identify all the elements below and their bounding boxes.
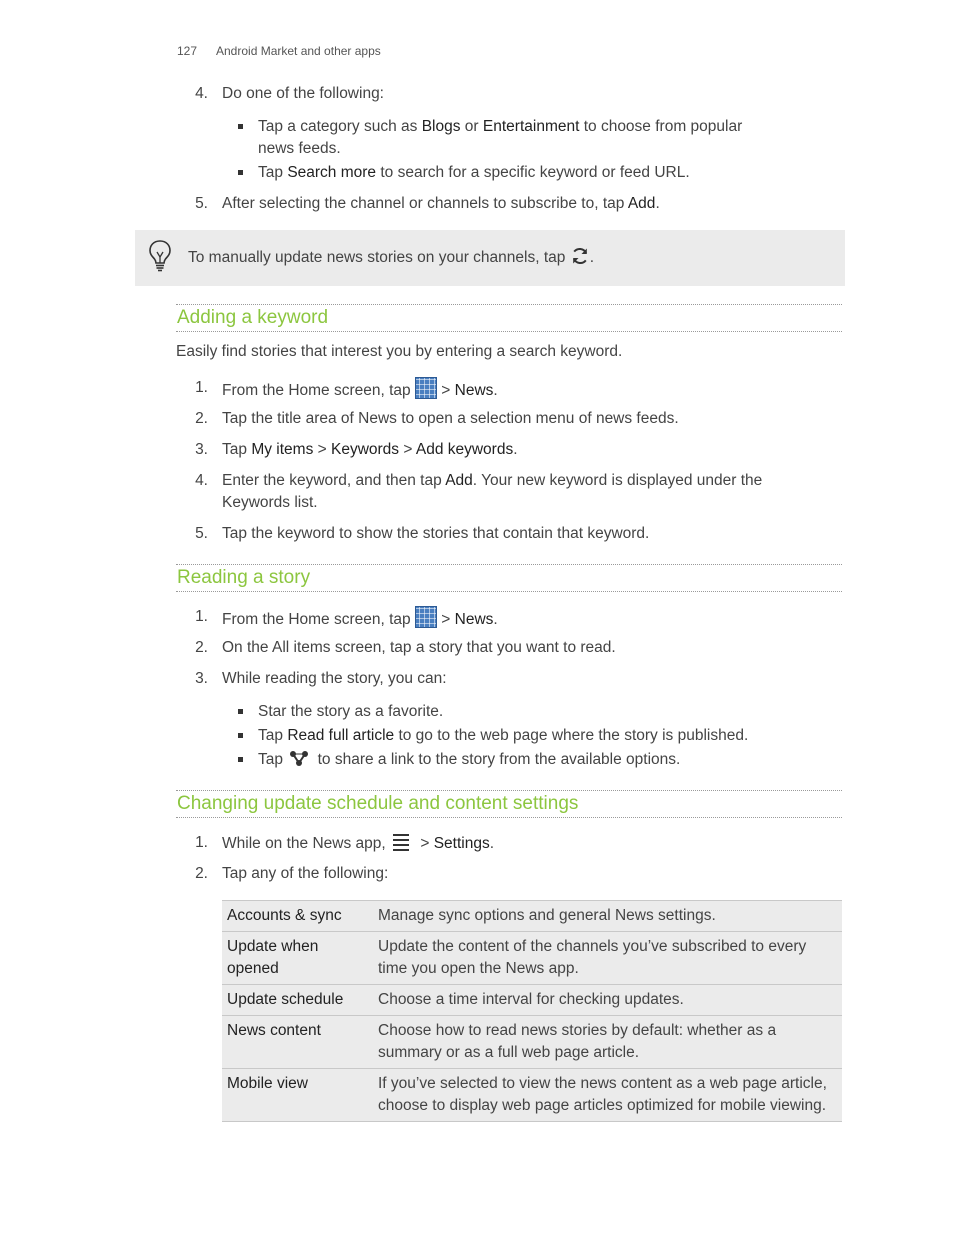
table-row (222, 985, 842, 1016)
bullet-marker (238, 124, 243, 129)
table-row (222, 932, 842, 985)
tip-text: To manually update news stories on your channels, tap . (188, 246, 594, 273)
step-number: 4. (195, 85, 208, 102)
step-number: 3. (195, 670, 208, 687)
bullet-marker (238, 757, 243, 762)
setting-description: Choose how to read news stories by default: whether as a summary or as a full web page article. (373, 1016, 842, 1069)
bullet-item: Tap a category such as Blogs or Entertainment to choose from popular news feeds. (258, 118, 743, 157)
bullet-item: Tap Read full article to go to the web page where the story is published. (258, 727, 749, 744)
section-heading: Changing update schedule and content settings (177, 793, 579, 814)
step-number: 5. (195, 195, 208, 212)
step-text: While reading the story, you can: (222, 670, 447, 687)
step-text: From the Home screen, tap > News. (222, 377, 498, 402)
step-number: 2. (195, 639, 208, 656)
setting-name: News content (222, 1016, 373, 1069)
bullet-item: Tap Search more to search for a specific keyword or feed URL. (258, 164, 690, 181)
setting-name: Mobile view (222, 1069, 373, 1122)
table-row (222, 901, 842, 932)
section-rule (176, 817, 842, 818)
settings-table (222, 900, 842, 1122)
step-text: Do one of the following: (222, 85, 384, 102)
section-rule (176, 304, 842, 305)
step-number: 1. (195, 834, 208, 851)
step-text: Tap the keyword to show the stories that contain that keyword. (222, 525, 650, 542)
section-intro: Easily find stories that interest you by entering a search keyword. (176, 343, 623, 360)
bullet-marker (238, 733, 243, 738)
menu-icon (392, 832, 410, 859)
step-number: 1. (195, 379, 208, 396)
section-rule (176, 564, 842, 565)
step-text: Tap any of the following: (222, 865, 389, 882)
share-icon (289, 750, 309, 774)
setting-description: Update the content of the channels you’ve subscribed to every time you open the News app. (373, 932, 842, 985)
step-text: On the All items screen, tap a story that you want to read. (222, 639, 616, 656)
step-text: Enter the keyword, and then tap Add. Your new keyword is displayed under the Keywords list. (222, 472, 763, 511)
step-number: 4. (195, 472, 208, 489)
bullet-marker (238, 170, 243, 175)
step-number: 2. (195, 865, 208, 882)
step-text: After selecting the channel or channels to subscribe to, tap Add. (222, 195, 660, 212)
setting-description: If you’ve selected to view the news content as a web page article, choose to display web page articles optimized for mobile viewing. (373, 1069, 842, 1122)
refresh-icon (570, 246, 590, 273)
bullet-item: Tap to share a link to the story from the available options. (258, 749, 680, 774)
bullet-item: Star the story as a favorite. (258, 703, 444, 720)
running-header: Android Market and other apps (216, 44, 381, 58)
bullet-marker (238, 709, 243, 714)
tip-box (135, 230, 845, 286)
page-number: 127 (177, 44, 198, 58)
step-text: Tap the title area of News to open a selection menu of news feeds. (222, 410, 679, 427)
section-rule (176, 331, 842, 332)
step-text: While on the News app, > Settings. (222, 832, 494, 859)
step-number: 2. (195, 410, 208, 427)
setting-name: Accounts & sync (222, 901, 373, 932)
step-text: From the Home screen, tap > News. (222, 606, 498, 631)
section-rule (176, 790, 842, 791)
step-text: Tap My items > Keywords > Add keywords. (222, 441, 518, 458)
setting-description: Choose a time interval for checking updates. (373, 985, 842, 1016)
lightbulb-icon (148, 239, 172, 278)
all-apps-grid-icon (415, 606, 437, 628)
all-apps-grid-icon (415, 377, 437, 399)
table-row (222, 1069, 842, 1122)
table-row (222, 1016, 842, 1069)
step-number: 5. (195, 525, 208, 542)
section-heading: Adding a keyword (177, 307, 329, 328)
section-heading: Reading a story (177, 567, 311, 588)
setting-name: Update when opened (222, 932, 373, 985)
step-number: 3. (195, 441, 208, 458)
setting-name: Update schedule (222, 985, 373, 1016)
step-number: 1. (195, 608, 208, 625)
setting-description: Manage sync options and general News settings. (373, 901, 842, 932)
section-rule (176, 591, 842, 592)
